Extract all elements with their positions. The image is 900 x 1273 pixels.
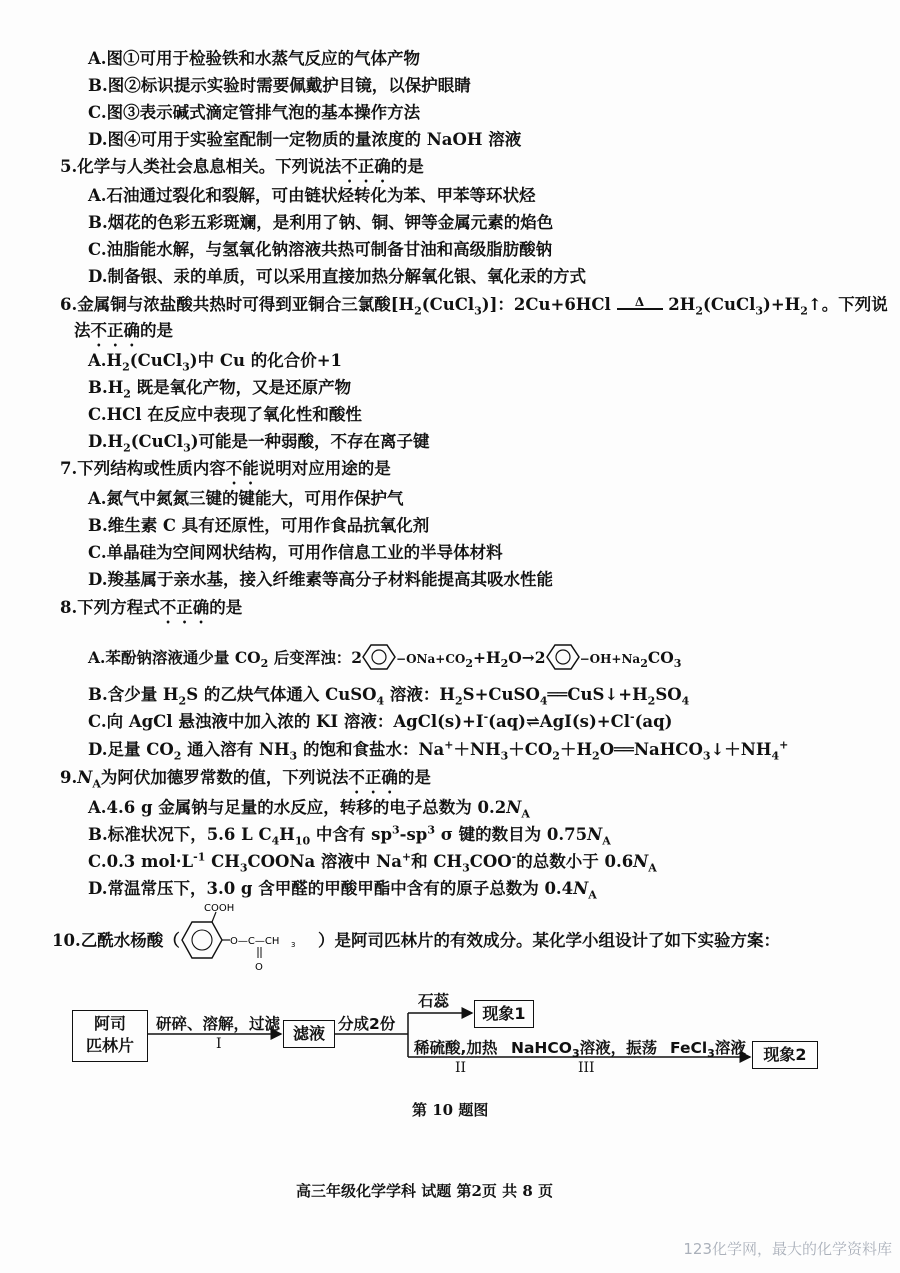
step1-label: 研碎、溶解，过滤 [156, 1015, 281, 1033]
q8-option-d: D.足量 $CO_2$ 通入溶有 $NH_3$ 的饱和食盐水：$Na^++NH_3+CO_2+H_2O══NaHCO_3↓+NH_4^+$ [88, 738, 789, 763]
carbonyl-o-label: O [255, 962, 263, 973]
q7-stem: 7.下列结构或性质内容不能说明对应用途的是 [60, 459, 391, 478]
q8-option-b: B.含少量 $H_2S$ 的乙炔气体通入 CuSO$_4$ 溶液：$H_2S+CuSO_4══CuS↓+H_2SO_4$ [88, 685, 690, 708]
q4-option-c: C.图③表示碱式滴定管排气泡的基本操作方法 [88, 103, 421, 122]
ester-chain-label: O—C—CH [230, 936, 280, 947]
step2-roman: II [455, 1060, 467, 1076]
q6-option-d: $D.H_2(CuCl_3)$可能是一种弱酸，不存在离子键 [88, 432, 430, 455]
q6-option-c: C.HCl 在反应中表现了氧化性和酸性 [88, 405, 362, 424]
q8-stem: 8.下列方程式不正确的是 [60, 598, 243, 617]
filtrate-box: 滤液 [283, 1020, 335, 1048]
q6-option-b: $B.H_2$ 既是氧化产物，又是还原产物 [88, 378, 352, 401]
q9-option-b: B.标准状况下，5.6 L $C_4H_{10}$ 中含有 $sp^3-sp^3$ σ 键的数目为 $0.75N_A$ [88, 823, 611, 848]
step1-roman: I [216, 1036, 222, 1052]
q7-option-d: D.羧基属于亲水基，接入纤维素等高分子材料能提高其吸水性能 [88, 570, 553, 589]
q9-option-a: A.4.6 g 金属钠与足量的水反应，转移的电子总数为 $0.2N_A$ [88, 798, 530, 821]
figure-caption: 第 10 题图 [412, 1101, 489, 1119]
q5-option-b: B.烟花的色彩五彩斑斓，是利用了钠、铜、钾等金属元素的焰色 [88, 213, 554, 232]
q4-option-d: D.图④可用于实验室配制一定物质的量浓度的 NaOH 溶液 [88, 130, 522, 149]
q7-option-b: B.维生素 C 具有还原性，可用作食品抗氧化剂 [88, 516, 430, 535]
q7-option-c: C.单晶硅为空间网状结构，可用作信息工业的半导体材料 [88, 543, 503, 562]
aspirin-box: 阿司 匹林片 [72, 1010, 148, 1062]
q8-option-a: A.苯酚钠溶液通少量 $CO_2$ 后变浑浊：$2 -ONa+CO_2+H_2O\to 2 -OH+Na_2CO_3$ [88, 643, 681, 671]
q5-stem: 5.化学与人类社会息息相关。下列说法不正确的是 [60, 157, 424, 176]
litmus-label: 石蕊 [418, 992, 450, 1010]
q5-option-a: A.石油通过裂化和裂解，可由链状烃转化为苯、甲苯等环状烃 [88, 186, 536, 205]
heat-arrow-icon: Δ [617, 296, 663, 310]
q8-option-c: C.向 AgCl 悬浊液中加入浓的 KI 溶液：AgCl(s)+I-(aq)⇌AgI(s)+Cl-(aq) [88, 710, 673, 731]
q7-option-a: A.氮气中氮氮三键的键能大，可用作保护气 [88, 489, 404, 508]
step3-roman: III [578, 1060, 595, 1076]
q9-option-d: D.常温常压下，3.0 g 含甲醛的甲酸甲酯中含有的原子总数为 $0.4N_A$ [88, 879, 597, 902]
step2-label: 稀硫酸,加热 [414, 1039, 498, 1057]
q10-stem-post: ）是阿司匹林片的有效成分。某化学小组设计了如下实验方案： [318, 931, 780, 950]
q4-option-a: A.图①可用于检验铁和水蒸气反应的气体产物 [88, 49, 421, 68]
phenomenon1-box: 现象1 [474, 1000, 534, 1028]
split-label: 分成2份 [338, 1015, 396, 1033]
page-footer: 高三年级化学学科 试题 第2页 共 8 页 [296, 1182, 553, 1200]
q6-option-a: $A.H_2(CuCl_3)$中 Cu 的化合价+1 [88, 351, 343, 374]
watermark: 123化学网，最大的化学资料库 [683, 1240, 892, 1258]
phenomenon2-box: 现象2 [752, 1041, 818, 1069]
cooh-label: COOH [204, 903, 235, 914]
q6-stem: 6.金属铜与浓盐酸共热时可得到亚铜合三氯酸$[H_2(CuCl_3)]$：2Cu+6HCl Δ $2H_2(CuCl_3)+H_2↑$。下列说 [60, 295, 888, 318]
q5-option-d: D.制备银、汞的单质，可以采用直接加热分解氧化银、氧化汞的方式 [88, 267, 586, 286]
step3-label: NaHCO$_3$溶液，振荡 [511, 1039, 658, 1061]
q6-stem-line2: 法不正确的是 [74, 321, 173, 340]
svg-text:3: 3 [291, 941, 296, 949]
q9-option-c: C.0.3 $mol\cdot L^{-1}$ $CH_3COONa$ 溶液中 Na+和 $CH_3COO^-$的总数小于 $0.6N_A$ [88, 850, 657, 875]
q4-option-b: B.图②标识提示实验时需要佩戴护目镜，以保护眼睛 [88, 76, 471, 95]
q5-option-c: C.油脂能水解，与氢氧化钠溶液共热可制备甘油和高级脂肪酸钠 [88, 240, 553, 259]
q10-stem-pre: 10.乙酰水杨酸（ [52, 931, 180, 950]
q9-stem: $9.N_A$为阿伏加德罗常数的值，下列说法不正确的是 [60, 768, 431, 791]
step4-label: FeCl$_3$溶液 [670, 1039, 746, 1061]
